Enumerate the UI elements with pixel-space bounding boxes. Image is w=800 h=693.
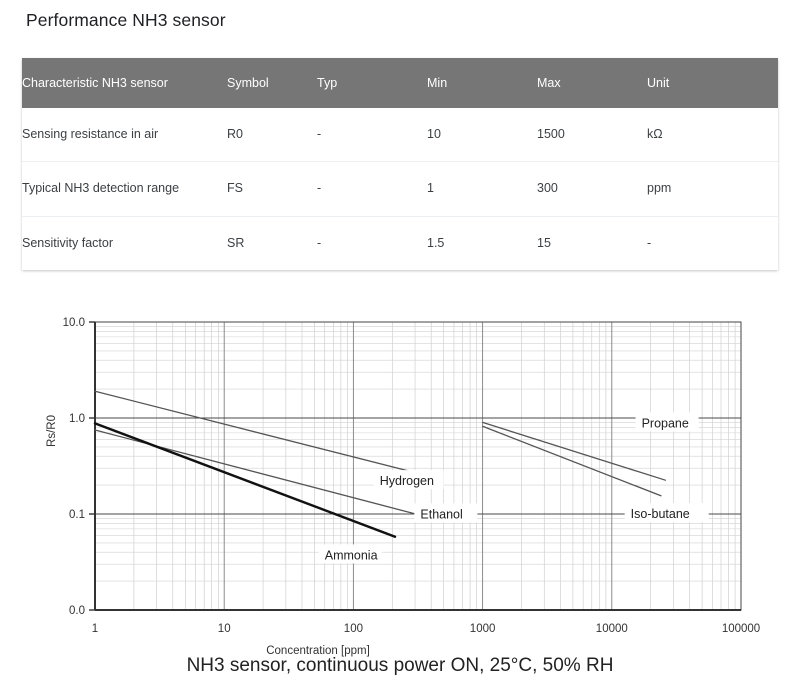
y-tick-label: 0.1 xyxy=(69,509,85,521)
cell-characteristic: Sensing resistance in air xyxy=(22,108,227,162)
spec-table xyxy=(22,58,778,270)
table-row xyxy=(22,162,778,216)
x-tick-label: 10 xyxy=(217,623,231,635)
column-header-max: Max xyxy=(537,58,647,108)
cell-symbol: SR xyxy=(227,235,245,250)
series-label-ethanol: Ethanol xyxy=(420,507,463,522)
cell-typ: - xyxy=(317,235,322,250)
table-header xyxy=(22,58,778,108)
cell-symbol: R0 xyxy=(227,108,317,162)
table-row xyxy=(22,108,778,162)
page-title: Performance NH3 sensor xyxy=(26,10,226,30)
cell-min: 10 xyxy=(427,108,537,162)
cell-characteristic: Typical NH3 detection range xyxy=(22,162,227,216)
y-tick-label: 1.0 xyxy=(69,413,85,425)
cell-unit: ppm xyxy=(647,162,778,216)
column-header-min: Min xyxy=(427,58,537,108)
cell-typ: - xyxy=(317,108,427,162)
y-tick-label: 10.0 xyxy=(62,317,85,329)
series-label-iso-butane: Iso-butane xyxy=(630,507,690,521)
cell-unit: - xyxy=(647,235,652,250)
series-label-hydrogen: Hydrogen xyxy=(379,474,434,489)
series-label-ammonia: Ammonia xyxy=(324,548,378,563)
column-header-characteristic: Characteristic NH3 sensor xyxy=(22,58,227,108)
x-tick-label: 100000 xyxy=(721,623,761,635)
figure-caption: NH3 sensor, continuous power ON, 25°C, 50% RH xyxy=(186,655,614,676)
cell-min: 1.5 xyxy=(427,235,445,250)
x-tick-label: 1 xyxy=(91,623,99,635)
y-axis-label: Rs/R0 xyxy=(46,415,58,447)
chart-svg xyxy=(0,300,800,657)
cell-symbol: FS xyxy=(227,162,317,216)
x-axis-label: Concentration [ppm] xyxy=(266,645,370,657)
spec-table-card xyxy=(22,58,778,270)
column-header-unit: Unit xyxy=(647,58,778,108)
series-label-propane: Propane xyxy=(641,416,689,431)
cell-typ: - xyxy=(317,162,427,216)
cell-max: 15 xyxy=(537,235,551,250)
x-tick-label: 100 xyxy=(343,623,363,635)
table-body xyxy=(22,108,778,270)
cell-min: 1 xyxy=(427,162,537,216)
cell-max: 300 xyxy=(537,162,647,216)
x-tick-label: 10000 xyxy=(595,623,628,635)
cell-characteristic: Sensitivity factor xyxy=(22,235,114,250)
x-tick-label: 1000 xyxy=(469,623,496,635)
table-row xyxy=(22,216,778,270)
column-header-typ: Typ xyxy=(317,58,427,108)
plot-background xyxy=(95,322,741,610)
cell-max: 1500 xyxy=(537,108,647,162)
table-header-row xyxy=(22,58,778,108)
column-header-symbol: Symbol xyxy=(227,58,317,108)
y-tick-label: 0.0 xyxy=(69,605,85,617)
sensitivity-chart xyxy=(0,300,800,657)
cell-unit: kΩ xyxy=(647,108,778,162)
